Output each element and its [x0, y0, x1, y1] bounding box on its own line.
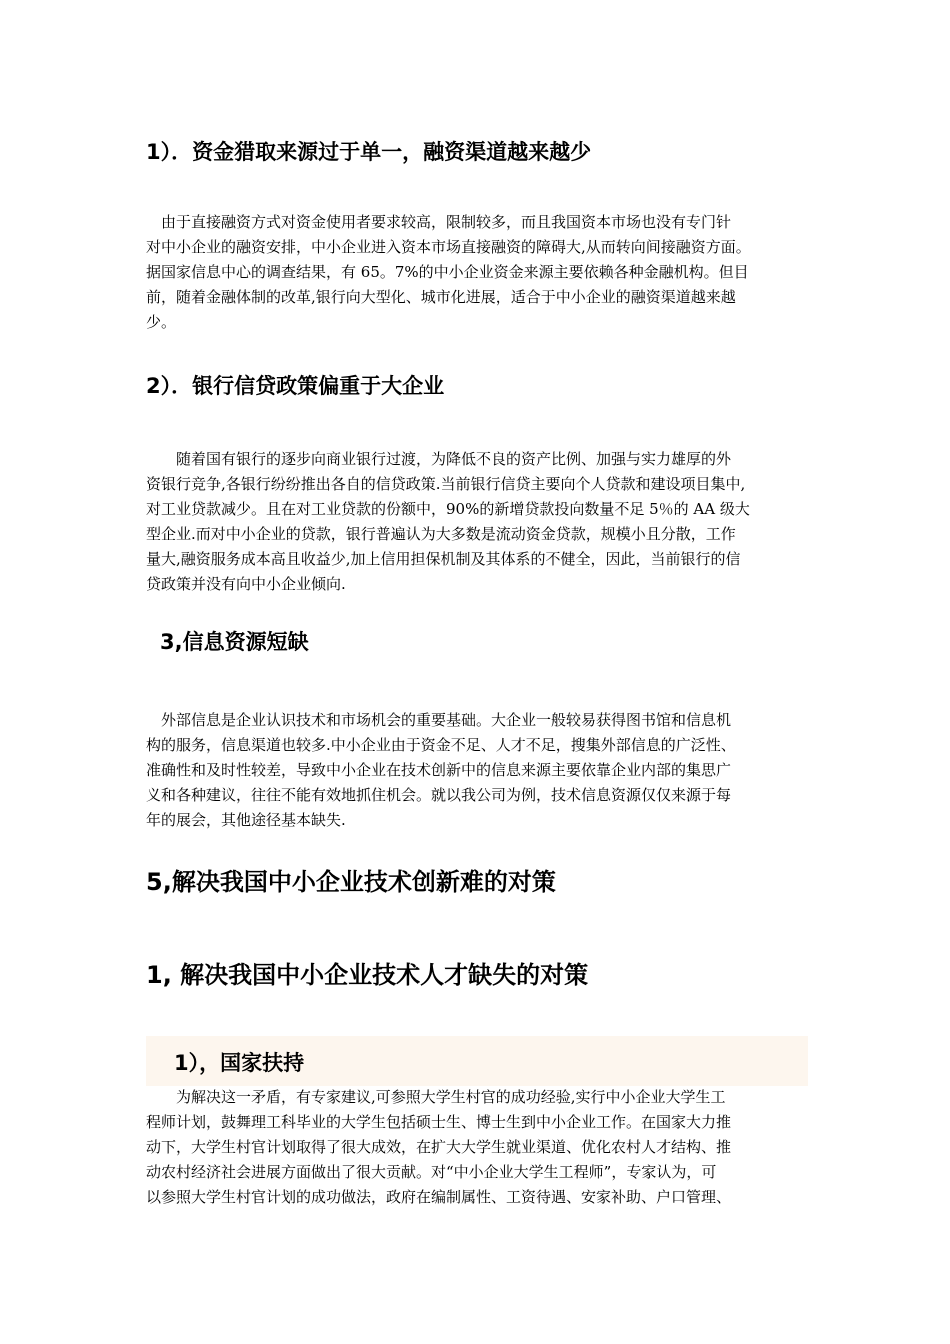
paragraph-line: 为解决这一矛盾，有专家建议,可参照大学生村官的成功经验,实行中小企业大学生工: [146, 1088, 726, 1106]
paragraph-line: 构的服务，信息渠道也较多.中小企业由于资金不足、人才不足，搜集外部信息的广泛性、: [146, 736, 736, 754]
paragraph-line: 以参照大学生村官计划的成功做法，政府在编制属性、工资待遇、安家补助、户口管理、: [146, 1188, 732, 1206]
paragraph-line: 动下，大学生村官计划取得了很大成效，在扩大大学生就业渠道、优化农村人才结构、推: [146, 1138, 732, 1156]
paragraph-line: 随着国有银行的逐步向商业银行过渡，为降低不良的资产比例、加强与实力雄厚的外: [146, 450, 732, 468]
paragraph-line: 型企业.而对中小企业的贷款，银行普遍认为大多数是流动资金贷款，规模小且分散，工作: [146, 525, 736, 543]
section-heading-countermeasures: 5,解决我国中小企业技术创新难的对策: [146, 868, 556, 896]
paragraph-information-shortage: [146, 708, 806, 833]
section-heading-funding-sources: 1）．资金猎取来源过于单一，融资渠道越来越少: [146, 140, 592, 164]
paragraph-line: 年的展会，其他途径基本缺失.: [146, 811, 346, 829]
paragraph-line: 资银行竞争,各银行纷纷推出各自的信贷政策.当前银行信贷主要向个人贷款和建设项目集中,: [146, 475, 746, 493]
paragraph-line: 贷政策并没有向中小企业倾向.: [146, 575, 346, 593]
paragraph-line: 据国家信息中心的调查结果，有 65。7%的中小企业资金来源主要依赖各种金融机构。但目: [146, 263, 749, 281]
paragraph-line: 对中小企业的融资安排，中小企业进入资本市场直接融资的障碍大,从而转向间接融资方面。: [146, 238, 751, 256]
paragraph-line: 动农村经济社会进展方面做出了很大贡献。对“中小企业大学生工程师”，专家认为，可: [146, 1163, 717, 1181]
section-heading-talent-shortage-countermeasures: 1, 解决我国中小企业技术人才缺失的对策: [146, 961, 589, 989]
paragraph-line: 义和各种建议，往往不能有效地抓住机会。就以我公司为例，技术信息资源仅仅来源于每: [146, 786, 732, 804]
paragraph-bank-credit-policy: [146, 447, 806, 597]
paragraph-funding-sources: [146, 210, 806, 335]
paragraph-line: 对工业贷款减少。且在对工业贷款的份额中，90%的新增贷款投向数量不足 5％的 AA 级大: [146, 500, 750, 518]
section-heading-information-shortage: 3,信息资源短缺: [160, 630, 309, 654]
section-heading-bank-credit-policy: 2）．银行信贷政策偏重于大企业: [146, 374, 445, 398]
paragraph-line: 前，随着金融体制的改革,银行向大型化、城市化进展，适合于中小企业的融资渠道越来越: [146, 288, 736, 306]
paragraph-line: 少。: [146, 313, 177, 331]
paragraph-national-support: [146, 1085, 806, 1210]
paragraph-line: 准确性和及时性较差，导致中小企业在技术创新中的信息来源主要依靠企业内部的集思广: [146, 761, 732, 779]
paragraph-line: 量大,融资服务成本高且收益少,加上信用担保机制及其体系的不健全，因此，当前银行的信: [146, 550, 741, 568]
paragraph-line: 程师计划，鼓舞理工科毕业的大学生包括硕士生、博士生到中小企业工作。在国家大力推: [146, 1113, 732, 1131]
section-heading-national-support: 1），国家扶持: [174, 1051, 305, 1075]
paragraph-line: 由于直接融资方式对资金使用者要求较高，限制较多，而且我国资本市场也没有专门针: [146, 213, 732, 231]
paragraph-line: 外部信息是企业认识技术和市场机会的重要基础。大企业一般较易获得图书馆和信息机: [146, 711, 732, 729]
